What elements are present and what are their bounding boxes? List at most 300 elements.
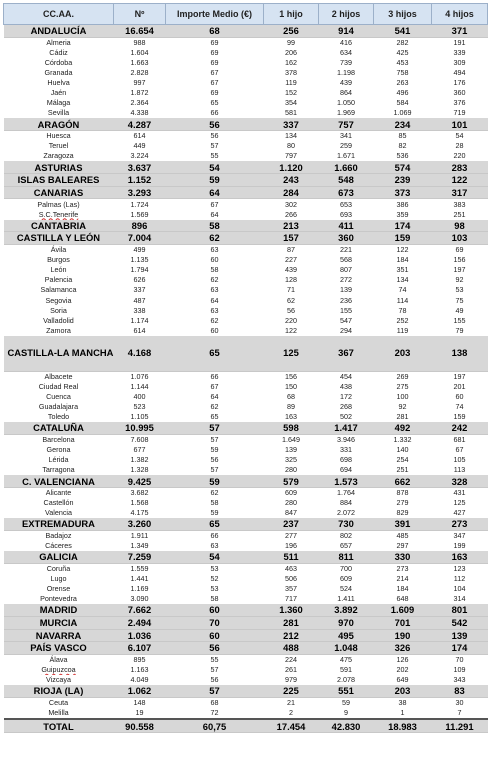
count-cell: 1.382	[130, 455, 149, 465]
region-cell: Cádiz	[49, 47, 68, 57]
count-cell: 3.637	[114, 161, 166, 173]
one-child-cell: 128	[285, 275, 297, 285]
average-amount-cell: 66	[210, 371, 219, 381]
four-children-cell: 339	[453, 47, 466, 57]
two-children-cell: 1.417	[319, 422, 374, 434]
three-children-cell: 492	[374, 422, 432, 434]
province-row	[4, 37, 488, 48]
four-children-cell: 104	[453, 584, 466, 594]
average-amount-cell: 62	[210, 488, 219, 498]
average-amount-cell: 58	[210, 265, 219, 275]
average-amount-cell: 56	[210, 455, 219, 465]
three-children-cell: 202	[396, 665, 409, 675]
two-children-cell: 2.072	[337, 508, 355, 518]
three-children-cell: 134	[396, 275, 409, 285]
count-cell: 1.724	[130, 199, 149, 209]
region-cell: CATALUÑA	[4, 422, 114, 434]
count-cell: 19	[135, 708, 144, 718]
one-child-cell: 1.120	[264, 161, 319, 173]
four-children-cell: 79	[455, 325, 464, 335]
one-child-cell: 56	[287, 305, 295, 315]
four-children-cell: 371	[432, 25, 488, 38]
four-children-cell: 60	[455, 392, 464, 402]
count-cell: 1.169	[130, 584, 149, 594]
count-cell: 626	[133, 275, 146, 285]
average-amount-cell: 60,75	[166, 719, 264, 732]
average-amount-cell: 64	[210, 295, 219, 305]
average-amount-cell: 64	[166, 186, 264, 199]
four-children-cell: 125	[453, 498, 466, 508]
region-cell: ANDALUCÍA	[4, 25, 114, 38]
three-children-cell: 648	[396, 594, 409, 604]
province-row	[4, 584, 488, 594]
average-amount-cell: 60	[210, 325, 219, 335]
average-amount-cell: 55	[210, 151, 219, 161]
four-children-cell: 159	[453, 412, 466, 422]
two-children-cell: 502	[340, 412, 352, 422]
province-row	[4, 285, 488, 295]
province-row	[4, 68, 488, 78]
three-children-cell: 536	[396, 151, 409, 161]
header-average-amount: Importe Medio (€)	[166, 4, 264, 25]
one-child-cell: 797	[285, 151, 297, 161]
one-child-cell: 212	[264, 629, 319, 642]
three-children-cell: 174	[374, 220, 432, 232]
three-children-cell: 114	[396, 295, 409, 305]
count-cell: 523	[133, 402, 146, 412]
two-children-cell: 653	[340, 199, 352, 209]
four-children-cell: 28	[455, 141, 464, 151]
province-row	[4, 574, 488, 584]
average-amount-cell: 57	[210, 435, 219, 445]
three-children-cell: 279	[396, 498, 409, 508]
region-cell: Alicante	[45, 488, 72, 498]
count-cell: 1.105	[130, 412, 149, 422]
average-amount-cell: 56	[210, 675, 219, 685]
three-children-cell: 662	[374, 475, 432, 487]
three-children-cell: 701	[374, 617, 432, 630]
three-children-cell: 496	[396, 88, 409, 98]
four-children-cell: 347	[453, 531, 466, 541]
province-row	[4, 445, 488, 455]
header-four-children: 4 hijos	[432, 4, 488, 25]
region-cell: Málaga	[46, 98, 71, 108]
average-amount-cell: 53	[210, 584, 219, 594]
region-cell: Ciudad Real	[38, 382, 79, 392]
four-children-cell: 70	[455, 655, 464, 665]
three-children-cell: 38	[398, 698, 407, 708]
four-children-cell: 53	[455, 285, 464, 295]
count-cell: 337	[133, 285, 146, 295]
province-row	[4, 675, 488, 685]
average-amount-cell: 65	[210, 98, 219, 108]
region-cell: S.C.Tenerife	[38, 209, 79, 219]
average-amount-cell: 62	[210, 315, 219, 325]
four-children-cell: 801	[432, 604, 488, 616]
two-children-cell: 42.830	[319, 719, 374, 732]
count-cell: 3.224	[130, 151, 149, 161]
one-child-cell: 71	[287, 285, 295, 295]
region-cell: Álava	[49, 655, 68, 665]
three-children-cell: 184	[396, 255, 409, 265]
one-child-cell: 337	[264, 118, 319, 130]
three-children-cell: 254	[396, 455, 409, 465]
region-row	[4, 422, 488, 434]
four-children-cell: 113	[453, 465, 466, 475]
region-cell: Segovia	[45, 295, 72, 305]
two-children-cell: 341	[340, 131, 352, 141]
region-cell: Almeria	[46, 37, 71, 47]
average-amount-cell: 53	[210, 563, 219, 573]
four-children-cell: 156	[453, 255, 466, 265]
one-child-cell: 325	[285, 455, 297, 465]
region-cell: MADRID	[4, 604, 114, 616]
count-cell: 1.559	[130, 563, 149, 573]
average-amount-cell: 70	[166, 617, 264, 630]
region-cell: Toledo	[47, 412, 70, 422]
four-children-cell: 103	[432, 232, 488, 245]
region-cell: Castellón	[43, 498, 74, 508]
region-row	[4, 604, 488, 616]
one-child-cell: 89	[287, 402, 295, 412]
two-children-cell: 700	[340, 563, 352, 573]
count-cell: 1.144	[130, 382, 149, 392]
four-children-cell: 176	[453, 78, 466, 88]
one-child-cell: 206	[285, 47, 297, 57]
average-amount-cell: 69	[210, 47, 219, 57]
four-children-cell: 11.291	[432, 719, 488, 732]
count-cell: 9.425	[114, 475, 166, 487]
one-child-cell: 162	[285, 57, 297, 67]
two-children-cell: 439	[340, 78, 352, 88]
region-cell: Badajoz	[45, 531, 72, 541]
region-cell: Coruña	[46, 563, 71, 573]
two-children-cell: 2.078	[337, 675, 355, 685]
three-children-cell: 386	[396, 199, 409, 209]
province-row	[4, 531, 488, 542]
four-children-cell: 122	[432, 174, 488, 187]
header-three-children: 3 hijos	[374, 4, 432, 25]
region-cell: Guadalajara	[38, 402, 79, 412]
four-children-cell: 174	[432, 642, 488, 655]
four-children-cell: 83	[432, 685, 488, 697]
four-children-cell: 283	[432, 161, 488, 173]
four-children-cell: 314	[453, 594, 466, 604]
one-child-cell: 152	[285, 88, 297, 98]
region-cell: NAVARRA	[4, 629, 114, 642]
average-amount-cell: 57	[210, 665, 219, 675]
three-children-cell: 251	[396, 465, 409, 475]
three-children-cell: 297	[396, 541, 409, 551]
one-child-cell: 354	[285, 98, 297, 108]
province-row	[4, 98, 488, 108]
two-children-cell: 802	[340, 531, 352, 541]
one-child-cell: 213	[264, 220, 319, 232]
three-children-cell: 1.069	[393, 108, 412, 118]
two-children-cell: 438	[340, 382, 352, 392]
three-children-cell: 541	[374, 25, 432, 38]
average-amount-cell: 68	[166, 25, 264, 38]
four-children-cell: 101	[432, 118, 488, 130]
four-children-cell: 138	[432, 336, 488, 372]
average-amount-cell: 62	[210, 275, 219, 285]
province-row	[4, 563, 488, 574]
count-cell: 4.049	[130, 675, 149, 685]
two-children-cell: 970	[319, 617, 374, 630]
region-cell: PAÍS VASCO	[4, 642, 114, 655]
count-cell: 1.568	[130, 498, 149, 508]
three-children-cell: 203	[374, 685, 432, 697]
average-amount-cell: 62	[210, 402, 219, 412]
one-child-cell: 281	[264, 617, 319, 630]
two-children-cell: 139	[340, 285, 352, 295]
province-row	[4, 88, 488, 98]
four-children-cell: 74	[455, 402, 464, 412]
count-cell: 7.662	[114, 604, 166, 616]
four-children-cell: 112	[453, 574, 466, 584]
three-children-cell: 273	[396, 563, 409, 573]
province-row	[4, 306, 488, 316]
region-cell: Soria	[50, 305, 67, 315]
region-row	[4, 551, 488, 563]
one-child-cell: 378	[285, 68, 297, 78]
one-child-cell: 119	[285, 78, 297, 88]
average-amount-cell: 59	[166, 174, 264, 187]
average-amount-cell: 63	[210, 541, 219, 551]
three-children-cell: 649	[396, 675, 409, 685]
one-child-cell: 357	[285, 584, 297, 594]
three-children-cell: 269	[396, 371, 409, 381]
two-children-cell: 811	[319, 551, 374, 563]
region-cell: Zaragoza	[43, 151, 74, 161]
four-children-cell: 98	[432, 220, 488, 232]
one-child-cell: 463	[285, 563, 297, 573]
region-cell: Vizcaya	[45, 675, 72, 685]
header-region: CC.AA.	[4, 4, 114, 25]
count-cell: 4.287	[114, 118, 166, 130]
three-children-cell: 584	[396, 98, 409, 108]
one-child-cell: 243	[264, 174, 319, 187]
three-children-cell: 878	[396, 488, 409, 498]
region-cell: ARAGÓN	[4, 118, 114, 130]
count-cell: 3.260	[114, 518, 166, 530]
region-cell: CANARIAS	[4, 186, 114, 199]
region-row	[4, 629, 488, 642]
count-cell: 1.441	[130, 574, 149, 584]
two-children-cell: 3.946	[337, 435, 355, 445]
four-children-cell: 317	[432, 186, 488, 199]
region-row	[4, 685, 488, 697]
one-child-cell: 139	[285, 445, 297, 455]
province-row	[4, 655, 488, 666]
count-cell: 1.135	[130, 255, 149, 265]
count-cell: 677	[133, 445, 146, 455]
average-amount-cell: 58	[210, 594, 219, 604]
average-amount-cell: 69	[210, 57, 219, 67]
average-amount-cell: 67	[210, 78, 219, 88]
three-children-cell: 326	[374, 642, 432, 655]
one-child-cell: 979	[285, 675, 297, 685]
three-children-cell: 275	[396, 382, 409, 392]
three-children-cell: 351	[396, 265, 409, 275]
three-children-cell: 184	[396, 584, 409, 594]
two-children-cell: 634	[340, 47, 352, 57]
child-benefit-table	[3, 3, 488, 733]
province-row	[4, 141, 488, 151]
average-amount-cell: 57	[166, 422, 264, 434]
four-children-cell: 69	[455, 245, 464, 255]
two-children-cell: 1.671	[337, 151, 355, 161]
three-children-cell: 485	[396, 531, 409, 541]
count-cell: 2.828	[130, 68, 149, 78]
one-child-cell: 157	[264, 232, 319, 245]
four-children-cell: 163	[432, 551, 488, 563]
province-row	[4, 541, 488, 551]
three-children-cell: 78	[398, 305, 407, 315]
header-one-child: 1 hijo	[264, 4, 319, 25]
three-children-cell: 122	[396, 245, 409, 255]
count-cell: 4.175	[130, 508, 149, 518]
two-children-cell: 739	[340, 57, 352, 67]
average-amount-cell: 64	[210, 209, 219, 219]
four-children-cell: 191	[453, 37, 466, 47]
two-children-cell: 864	[340, 88, 352, 98]
two-children-cell: 547	[340, 315, 352, 325]
average-amount-cell: 58	[166, 220, 264, 232]
three-children-cell: 140	[396, 445, 409, 455]
count-cell: 7.608	[130, 435, 149, 445]
three-children-cell: 190	[374, 629, 432, 642]
region-cell: Guipuzcoa	[41, 665, 76, 675]
region-cell: Ávila	[50, 245, 67, 255]
four-children-cell: 719	[453, 108, 466, 118]
region-cell: TOTAL	[4, 719, 114, 732]
count-cell: 1.062	[114, 685, 166, 697]
four-children-cell: 273	[432, 518, 488, 530]
region-cell: Albacete	[44, 371, 73, 381]
two-children-cell: 807	[340, 265, 352, 275]
two-children-cell: 272	[340, 275, 352, 285]
count-cell: 3.682	[130, 488, 149, 498]
two-children-cell: 1.660	[319, 161, 374, 173]
three-children-cell: 1.609	[374, 604, 432, 616]
four-children-cell: 343	[453, 675, 466, 685]
one-child-cell: 125	[264, 336, 319, 372]
three-children-cell: 234	[374, 118, 432, 130]
two-children-cell: 475	[340, 655, 352, 665]
three-children-cell: 373	[374, 186, 432, 199]
two-children-cell: 1.048	[319, 642, 374, 655]
one-child-cell: 156	[285, 371, 297, 381]
province-row	[4, 48, 488, 58]
one-child-cell: 225	[264, 685, 319, 697]
region-cell: Gerona	[46, 445, 71, 455]
province-row	[4, 245, 488, 256]
three-children-cell: 214	[396, 574, 409, 584]
province-row	[4, 255, 488, 265]
region-cell: CASTILLA Y LEÓN	[4, 232, 114, 245]
province-row	[4, 78, 488, 88]
average-amount-cell: 69	[210, 88, 219, 98]
four-children-cell: 220	[453, 151, 466, 161]
province-row	[4, 316, 488, 326]
average-amount-cell: 65	[210, 412, 219, 422]
three-children-cell: 1.332	[393, 435, 412, 445]
region-cell: EXTREMADURA	[4, 518, 114, 530]
region-row	[4, 174, 488, 187]
count-cell: 2.364	[130, 98, 149, 108]
region-cell: Orense	[46, 584, 71, 594]
province-row	[4, 58, 488, 68]
region-cell: C. VALENCIANA	[4, 475, 114, 487]
region-cell: Cáceres	[45, 541, 72, 551]
count-cell: 16.654	[114, 25, 166, 38]
average-amount-cell: 56	[166, 642, 264, 655]
count-cell: 614	[133, 131, 146, 141]
two-children-cell: 172	[340, 392, 352, 402]
one-child-cell: 2	[289, 708, 293, 718]
province-row	[4, 455, 488, 465]
two-children-cell: 1.198	[337, 68, 355, 78]
two-children-cell: 698	[340, 455, 352, 465]
two-children-cell: 9	[344, 708, 348, 718]
province-row	[4, 210, 488, 220]
region-cell: Jaén	[50, 88, 67, 98]
average-amount-cell: 65	[166, 518, 264, 530]
region-row	[4, 232, 488, 245]
three-children-cell: 82	[398, 141, 407, 151]
count-cell: 400	[133, 392, 146, 402]
count-cell: 1.152	[114, 174, 166, 187]
one-child-cell: 80	[287, 141, 295, 151]
three-children-cell: 829	[396, 508, 409, 518]
two-children-cell: 609	[340, 574, 352, 584]
average-amount-cell: 56	[166, 118, 264, 130]
one-child-cell: 62	[287, 295, 295, 305]
four-children-cell: 49	[455, 305, 464, 315]
one-child-cell: 220	[285, 315, 297, 325]
three-children-cell: 159	[374, 232, 432, 245]
three-children-cell: 18.983	[374, 719, 432, 732]
count-cell: 3.293	[114, 186, 166, 199]
four-children-cell: 376	[453, 98, 466, 108]
count-cell: 988	[133, 37, 146, 47]
region-cell: Granada	[44, 68, 73, 78]
count-cell: 895	[133, 655, 146, 665]
count-cell: 90.558	[114, 719, 166, 732]
two-children-cell: 914	[319, 25, 374, 38]
three-children-cell: 119	[396, 325, 409, 335]
average-amount-cell: 64	[210, 392, 219, 402]
three-children-cell: 425	[396, 47, 409, 57]
two-children-cell: 411	[319, 220, 374, 232]
count-cell: 449	[133, 141, 146, 151]
average-amount-cell: 72	[210, 708, 219, 718]
count-cell: 896	[114, 220, 166, 232]
four-children-cell: 75	[455, 295, 464, 305]
region-cell: MURCIA	[4, 617, 114, 630]
region-cell: Sevilla	[47, 108, 70, 118]
count-cell: 1.569	[130, 209, 149, 219]
province-row	[4, 488, 488, 499]
average-amount-cell: 60	[166, 629, 264, 642]
four-children-cell: 30	[455, 698, 464, 708]
province-row	[4, 435, 488, 446]
average-amount-cell: 67	[210, 199, 219, 209]
count-cell: 4.168	[114, 336, 166, 372]
count-cell: 487	[133, 295, 146, 305]
region-cell: Pontevedra	[40, 594, 77, 604]
